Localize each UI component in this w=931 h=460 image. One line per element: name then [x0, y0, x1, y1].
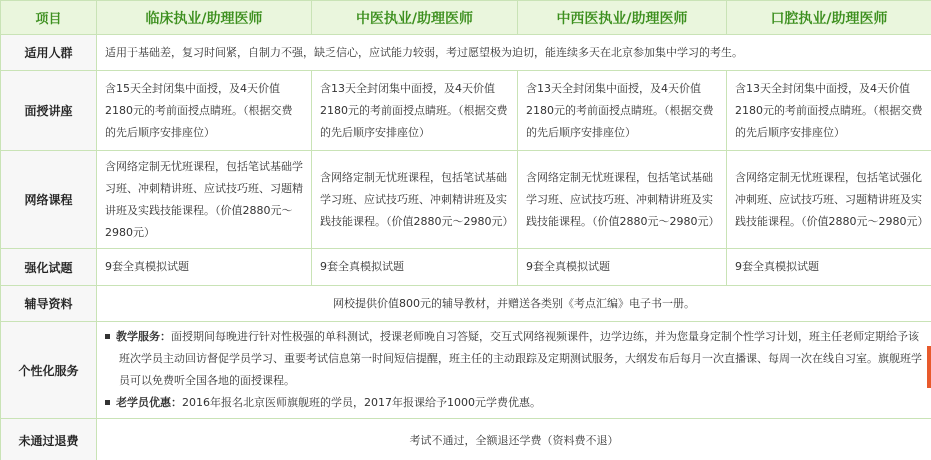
- label-mock: 强化试题: [1, 249, 97, 286]
- online-clinical: 含网络定制无忧班课程，包括笔试基础学习班、冲刺精讲班、应试技巧班、习题精讲班及实践技能课程。（价值2880元～2980元）: [97, 151, 312, 249]
- header-integrated: 中西医执业/助理医师: [518, 1, 727, 35]
- personal-cell: [97, 322, 931, 419]
- lectures-integrated: 含13天全封闭集中面授，及4天价值2180元的考前面授点睛班。（根据交费的先后顺序安排座位）: [518, 71, 727, 151]
- label-personal: 个性化服务: [1, 322, 97, 419]
- refund-text: 考试不通过，全额退还学费（资料费不退）: [97, 419, 931, 460]
- materials-text: 网校提供价值800元的辅导教材，并赠送各类别《考点汇编》电子书一册。: [97, 286, 931, 322]
- label-refund: 未通过退费: [1, 419, 97, 460]
- mock-tcm: 9套全真模拟试题: [312, 249, 518, 286]
- label-online: 网络课程: [1, 151, 97, 249]
- row-target: [1, 35, 931, 71]
- row-online: [1, 151, 931, 249]
- row-mock: [1, 249, 931, 286]
- header-dental: 口腔执业/助理医师: [727, 1, 931, 35]
- teaching-title: 教学服务：: [116, 330, 171, 343]
- header-item: 项目: [1, 1, 97, 35]
- lectures-dental: 含13天全封闭集中面授，及4天价值2180元的考前面授点睛班。（根据交费的先后顺序安排座位）: [727, 71, 931, 151]
- row-refund: [1, 419, 931, 460]
- teaching-service: [105, 326, 923, 392]
- mock-clinical: 9套全真模拟试题: [97, 249, 312, 286]
- side-tab-marker[interactable]: [927, 346, 931, 388]
- teaching-text: 面授期间每晚进行针对性极强的单科测试，授课老师晚自习答疑，交互式网络视频课件，边学边练，并为您量身定制个性学习计划，班主任老师定期给予该班次学员主动回访督促学员学习、重要考试信息第一时间短信提醒，班主任的主动跟踪及定期测试服务，大纲发布后每月一次直播课、每周一次在线自习室。旗舰班学员可以免费听全国各地的面授课程。: [119, 330, 922, 387]
- alumni-title: 老学员优惠：: [116, 396, 182, 409]
- online-dental: 含网络定制无忧班课程，包括笔试强化冲刺班、应试技巧班、习题精讲班及实践技能课程。（价值2880元～2980元）: [727, 151, 931, 249]
- alumni-text: 2016年报名北京医师旗舰班的学员，2017年报课给予1000元学费优惠。: [182, 396, 541, 409]
- row-lectures: [1, 71, 931, 151]
- lectures-clinical: 含15天全封闭集中面授，及4天价值2180元的考前面授点睛班。（根据交费的先后顺序安排座位）: [97, 71, 312, 151]
- header-row: [1, 1, 931, 35]
- label-target: 适用人群: [1, 35, 97, 71]
- mock-dental: 9套全真模拟试题: [727, 249, 931, 286]
- bullet-icon: [105, 400, 110, 405]
- header-clinical: 临床执业/助理医师: [97, 1, 312, 35]
- alumni-discount: [105, 392, 923, 414]
- header-tcm: 中医执业/助理医师: [312, 1, 518, 35]
- bullet-icon: [105, 334, 110, 339]
- lectures-tcm: 含13天全封闭集中面授，及4天价值2180元的考前面授点睛班。（根据交费的先后顺序安排座位）: [312, 71, 518, 151]
- row-materials: [1, 286, 931, 322]
- row-personal: [1, 322, 931, 419]
- label-materials: 辅导资料: [1, 286, 97, 322]
- label-lectures: 面授讲座: [1, 71, 97, 151]
- online-integrated: 含网络定制无忧班课程，包括笔试基础学习班、应试技巧班、冲刺精讲班及实践技能课程。（价值2880元～2980元）: [518, 151, 727, 249]
- mock-integrated: 9套全真模拟试题: [518, 249, 727, 286]
- online-tcm: 含网络定制无忧班课程，包括笔试基础学习班、应试技巧班、冲刺精讲班及实践技能课程。（价值2880元～2980元）: [312, 151, 518, 249]
- target-text: 适用于基础差，复习时间紧，自制力不强，缺乏信心，应试能力较弱，考过愿望极为迫切，能连续多天在北京参加集中学习的考生。: [97, 35, 931, 71]
